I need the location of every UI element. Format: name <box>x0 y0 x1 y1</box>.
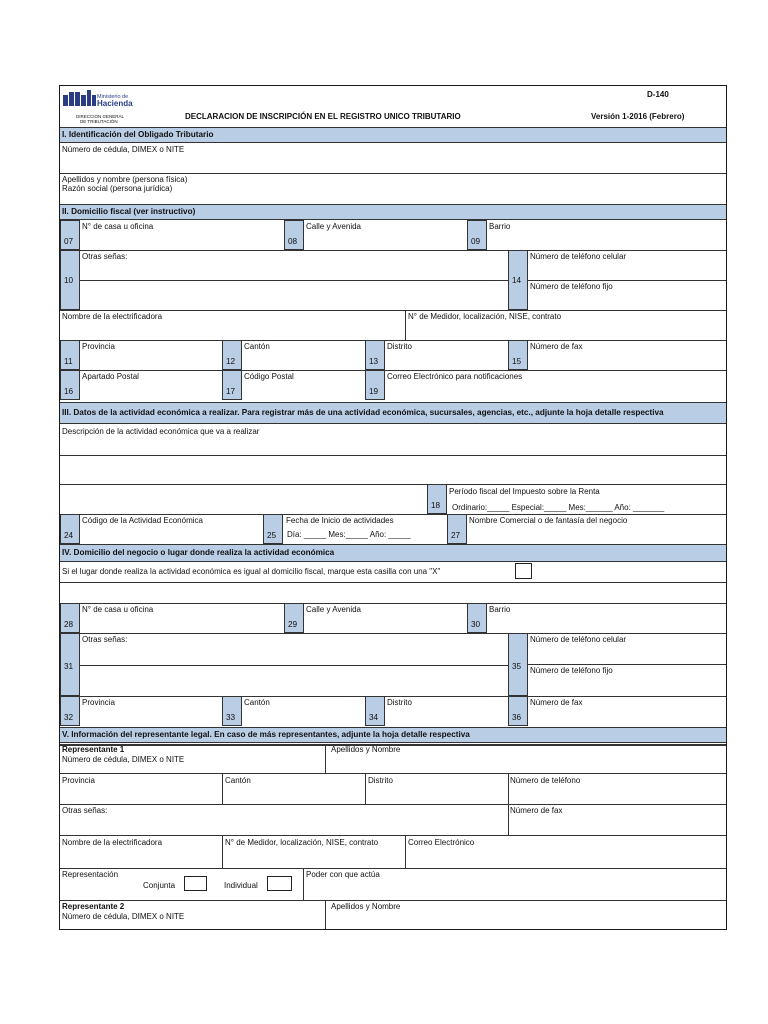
fijo-label: Número de teléfono fijo <box>530 282 613 291</box>
field-num-19: 19 <box>365 370 385 400</box>
field-num-32: 32 <box>60 696 80 726</box>
logo-sub1: DIRECCION GENERAL <box>76 114 125 119</box>
igual-checkbox[interactable] <box>515 563 532 579</box>
rep-fax-label: Número de fax <box>510 806 563 815</box>
electrificadora-label: Nombre de la electrificadora <box>62 312 163 321</box>
conjunta-checkbox[interactable] <box>184 876 207 891</box>
otras-senas-label: Otras señas: <box>82 252 128 261</box>
rep-correo-label: Correo Electrónico <box>408 838 475 847</box>
field-num-35: 35 <box>508 633 528 696</box>
medidor-label: N° de Medidor, localización, NISE, contrato <box>408 312 562 321</box>
provincia-label: Provincia <box>82 342 115 351</box>
field-num-07: 07 <box>60 220 80 250</box>
field-num-34: 34 <box>365 696 385 726</box>
form-version: Versión 1-2016 (Febrero) <box>591 112 685 121</box>
section-4-header: IV. Domicilio del negocio o lugar donde realiza la actividad económica <box>60 544 726 562</box>
postal-label: Código Postal <box>244 372 294 381</box>
rep-medidor-label: N° de Medidor, localización, NISE, contrato <box>225 838 379 847</box>
razon-label: Razón social (persona jurídica) <box>62 184 173 193</box>
section-1-header: I. Identificación del Obligado Tributario <box>60 127 726 143</box>
individual-label: Individual <box>224 881 258 890</box>
barrio-label-2: Barrio <box>489 605 511 614</box>
field-num-29: 29 <box>284 603 304 633</box>
igual-label: Si el lugar donde realiza la actividad económica es igual al domicilio fiscal, marque esta casilla con una "X" <box>62 567 441 576</box>
distrito-label: Distrito <box>387 342 412 351</box>
field-num-13: 13 <box>365 340 385 370</box>
field-num-09: 09 <box>467 220 487 250</box>
field-num-10: 10 <box>60 250 80 310</box>
field-num-16: 16 <box>60 370 80 400</box>
fax-label: Número de fax <box>530 342 583 351</box>
fijo-label-2: Número de teléfono fijo <box>530 666 613 675</box>
field-num-08: 08 <box>284 220 304 250</box>
field-num-18: 18 <box>427 484 447 514</box>
apartado-label: Apartado Postal <box>82 372 139 381</box>
field-num-11: 11 <box>60 340 80 370</box>
calle-label: Calle y Avenida <box>306 222 361 231</box>
fecha-label: Fecha de Inicio de actividades <box>286 516 394 525</box>
rep1-label: Representante 1 <box>62 745 125 754</box>
nombre-label: Apellidos y nombre (persona física) <box>62 175 188 184</box>
otras-senas-label-2: Otras señas: <box>82 635 128 644</box>
poder-label: Poder con que actúa <box>306 870 380 879</box>
section-5-header: V. Información del representante legal. En caso de más representantes, adjunte la hoja detalle respectiva <box>60 727 726 743</box>
field-num-25: 25 <box>263 514 283 544</box>
field-num-14: 14 <box>508 250 528 310</box>
casa-label-2: N° de casa u oficina <box>82 605 154 614</box>
periodo-label: Período fiscal del Impuesto sobre la Renta <box>449 487 600 496</box>
celular-label: Número de teléfono celular <box>530 252 627 261</box>
logo-bottom-text: Hacienda <box>97 99 133 108</box>
conjunta-label: Conjunta <box>143 881 176 890</box>
field-num-33: 33 <box>222 696 242 726</box>
cedula-label: Número de cédula, DIMEX o NITE <box>62 145 185 154</box>
field-num-12: 12 <box>222 340 242 370</box>
rep-provincia-label: Provincia <box>62 776 95 785</box>
descripcion-label: Descripción de la actividad económica que va a realizar <box>62 427 260 436</box>
fecha-fields: Día: _____ Mes:_____ Año: _____ <box>287 530 411 539</box>
field-num-24: 24 <box>60 514 80 544</box>
section-2-header: II. Domicilio fiscal (ver instructivo) <box>60 204 726 220</box>
rep2-cedula-label: Número de cédula, DIMEX o NITE <box>62 912 185 921</box>
rep-senas-label: Otras señas: <box>62 806 108 815</box>
field-num-15: 15 <box>508 340 528 370</box>
field-num-31: 31 <box>60 633 80 696</box>
canton-label-2: Cantón <box>244 698 270 707</box>
rep-canton-label: Cantón <box>225 776 251 785</box>
distrito-label-2: Distrito <box>387 698 412 707</box>
form-code: D-140 <box>647 90 669 99</box>
logo-sub2: DE TRIBUTACIÓN <box>80 119 118 124</box>
casa-label: N° de casa u oficina <box>82 222 154 231</box>
rep-electrificadora-label: Nombre de la electrificadora <box>62 838 163 847</box>
rep-telefono-label: Número de teléfono <box>510 776 581 785</box>
field-num-27: 27 <box>447 514 467 544</box>
field-num-36: 36 <box>508 696 528 726</box>
rep2-label: Representante 2 <box>62 902 125 911</box>
correo-label: Correo Electrónico para notificaciones <box>387 372 523 381</box>
canton-label: Cantón <box>244 342 270 351</box>
calle-label-2: Calle y Avenida <box>306 605 361 614</box>
barrio-label: Barrio <box>489 222 511 231</box>
comercial-label: Nombre Comercial o de fantasía del negocio <box>469 516 628 525</box>
section-3-header: III. Datos de la actividad económica a realizar. Para registrar más de una actividad económica, sucursales, agencias, etc., adjunte la hoja detalle respectiva <box>60 402 726 424</box>
rep2-apellidos-label: Apellidos y Nombre <box>331 902 401 911</box>
rep-distrito-label: Distrito <box>368 776 393 785</box>
rep-cedula-label: Número de cédula, DIMEX o NITE <box>62 755 185 764</box>
field-num-28: 28 <box>60 603 80 633</box>
rep-apellidos-label: Apellidos y Nombre <box>331 745 401 754</box>
codigo-label: Código de la Actividad Económica <box>82 516 203 525</box>
provincia-label-2: Provincia <box>82 698 115 707</box>
form-title: DECLARACION DE INSCRIPCIÓN EN EL REGISTRO UNICO TRIBUTARIO <box>185 112 461 121</box>
individual-checkbox[interactable] <box>267 876 292 891</box>
periodo-options: Ordinario:_____ Especial:_____ Mes:______ Año: _______ <box>452 503 665 512</box>
fax-label-2: Número de fax <box>530 698 583 707</box>
celular-label-2: Número de teléfono celular <box>530 635 627 644</box>
representacion-label: Representación <box>62 870 119 879</box>
field-num-30: 30 <box>467 603 487 633</box>
logo-top-text: Ministerio de <box>97 94 129 100</box>
field-num-17: 17 <box>222 370 242 400</box>
